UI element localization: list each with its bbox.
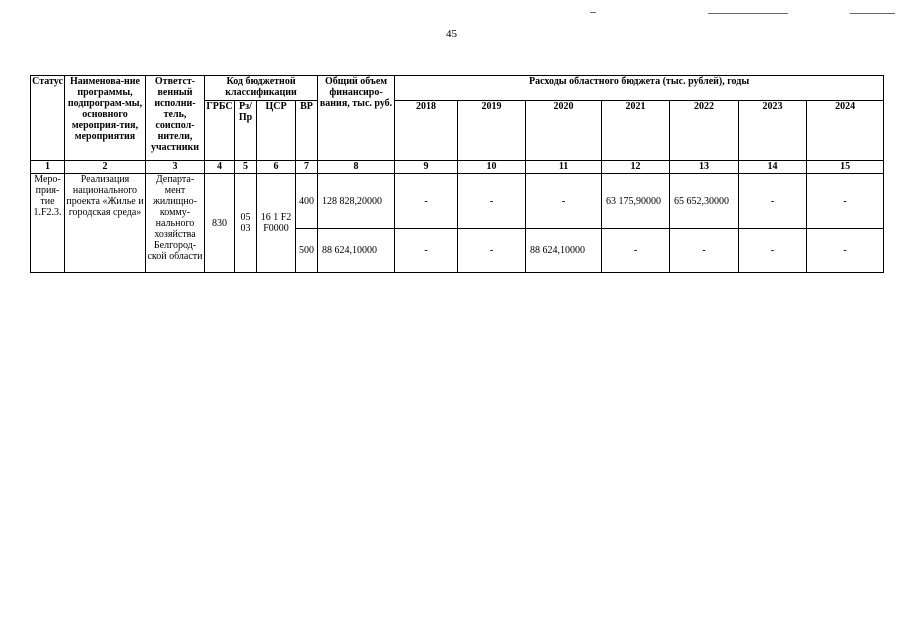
- column-number-row: [31, 161, 884, 174]
- header-status: Статус: [31, 76, 65, 161]
- column-number: 12: [602, 161, 670, 174]
- row-2019: -: [458, 229, 526, 273]
- header-name: Наименова-ние программы, подпрограм-мы, основного мероприя-тия, мероприятия: [65, 76, 146, 161]
- column-number: 4: [205, 161, 235, 174]
- row-rzpr: 05 03: [235, 174, 257, 273]
- row-responsible: Департа-мент жилищно-комму-нального хозяйства Белгород-ской области: [146, 174, 205, 273]
- page-number: 45: [446, 28, 457, 40]
- row-total: 128 828,20000: [318, 174, 395, 229]
- row-grbs: 830: [205, 174, 235, 273]
- row-2019: -: [458, 174, 526, 229]
- row-total: 88 624,10000: [318, 229, 395, 273]
- column-number: 9: [395, 161, 458, 174]
- header-csr: ЦСР: [257, 101, 296, 161]
- row-vr: 400: [296, 174, 318, 229]
- header-year-2019: 2019: [458, 101, 526, 161]
- header-responsible: Ответст-венный исполни-тель, соиспол-нители, участники: [146, 76, 205, 161]
- row-2018: -: [395, 229, 458, 273]
- column-number: 10: [458, 161, 526, 174]
- header-expenses: Расходы областного бюджета (тыс. рублей), годы: [395, 76, 884, 101]
- header-vr: ВР: [296, 101, 318, 161]
- header-year-2024: 2024: [807, 101, 884, 161]
- row-2022: 65 652,30000: [670, 174, 739, 229]
- header-year-2022: 2022: [670, 101, 739, 161]
- column-number: 1: [31, 161, 65, 174]
- row-2020: 88 624,10000: [526, 229, 602, 273]
- budget-table: [30, 75, 884, 273]
- row-2021: -: [602, 229, 670, 273]
- row-2023: -: [739, 229, 807, 273]
- row-2020: -: [526, 174, 602, 229]
- column-number: 11: [526, 161, 602, 174]
- header-total: Общий объем финансиро-вания, тыс. руб.: [318, 76, 395, 161]
- column-number: 13: [670, 161, 739, 174]
- column-number: 3: [146, 161, 205, 174]
- column-number: 7: [296, 161, 318, 174]
- header-year-2020: 2020: [526, 101, 602, 161]
- column-number: 14: [739, 161, 807, 174]
- row-2023: -: [739, 174, 807, 229]
- column-number: 5: [235, 161, 257, 174]
- table-row: [31, 174, 884, 229]
- row-status: Меро-прия-тие 1.F2.3.: [31, 174, 65, 273]
- header-grbs: ГРБС: [205, 101, 235, 161]
- row-2018: -: [395, 174, 458, 229]
- row-vr: 500: [296, 229, 318, 273]
- column-number: 8: [318, 161, 395, 174]
- row-2021: 63 175,90000: [602, 174, 670, 229]
- row-2024: -: [807, 229, 884, 273]
- row-2022: -: [670, 229, 739, 273]
- row-2024: -: [807, 174, 884, 229]
- header-year-2023: 2023: [739, 101, 807, 161]
- row-name: Реализация национального проекта «Жилье и городская среда»: [65, 174, 146, 273]
- column-number: 6: [257, 161, 296, 174]
- header-rzpr: Рз/Пр: [235, 101, 257, 161]
- row-csr: 16 1 F2 F0000: [257, 174, 296, 273]
- header-year-2021: 2021: [602, 101, 670, 161]
- header-year-2018: 2018: [395, 101, 458, 161]
- scan-artifact: [850, 13, 895, 14]
- header-row-1: [31, 76, 884, 101]
- header-budget-code: Код бюджетной классификации: [205, 76, 318, 101]
- column-number: 2: [65, 161, 146, 174]
- scan-artifact: [708, 13, 788, 14]
- scan-artifact: [590, 12, 596, 13]
- column-number: 15: [807, 161, 884, 174]
